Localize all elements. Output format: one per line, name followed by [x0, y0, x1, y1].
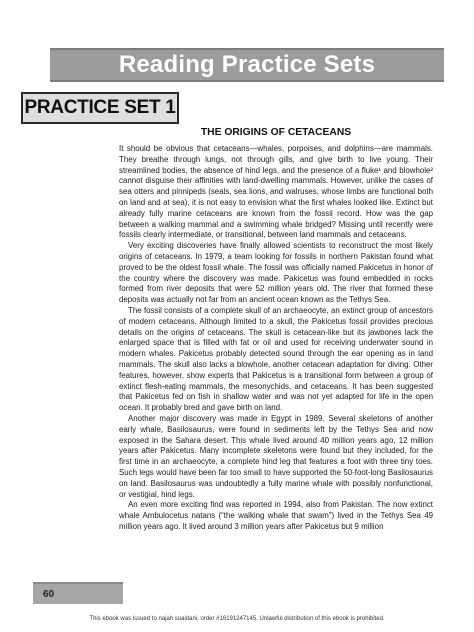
page-number-bar: [33, 582, 123, 604]
article-body: [119, 144, 433, 533]
paragraph-5: An even more exciting find was reported in 1994, also from Pakistan. The now extinct whale Ambulocetus natans (“the walking whale that swam”) lived in the Tethys Sea 49 million years ago. It lived around 3 million years after Pakicetus but 9 million: [119, 500, 433, 531]
article-title: THE ORIGINS OF CETACEANS: [200, 127, 352, 138]
section-banner-title: Reading Practice Sets: [118, 51, 376, 78]
section-banner: [50, 48, 444, 82]
paragraph-1: It should be obvious that cetaceans—whales, porpoises, and dolphins—are mammals. They breathe through lungs, not through gills, and give birth to live young. Their streamlined bodies, the absence of hind legs, and the presence of a fluke¹ and blowhole² cannot disguise their affinities with land-dwelling mammals. However, unlike the cases of sea otters and pinnipeds (seals, sea lions, and walruses, whose limbs are functional both on land and at sea), it is not easy to envision what the first whales looked like. Extinct but already fully marine cetaceans are known from the fossil record. How was the gap between a walking mammal and a swimming whale bridged? Missing until recently were fossils clearly intermediate, or transitional, between land mammals and cetaceans.: [119, 144, 433, 240]
practice-set-heading-text: PRACTICE SET 1: [24, 97, 176, 118]
paragraph-3: The fossil consists of a complete skull of an archaeocyte, an extinct group of ancestors of modern cetaceans. Although limited to a skull, the Pakicetus fossil provides precious details on the origins of cetaceans. The skull is cetacean-like but its jawbones lack the enlarged space that is filled with fat or oil and used for receiving underwater sound in modern whales. Pakicetus probably detected sound through the ear opening as in land mammals. The skull also lacks a blowhole, another cetacean adaptation for diving. Other features, however, show experts that Pakicetus is a transitional form between a group of extinct flesh-eating mammals, the mesonychids, and cetaceans. It has been suggested that Pakicetus fed on fish in shallow water and was not yet adapted for life in the open ocean. It probably bred and gave birth on land.: [119, 305, 433, 413]
paragraph-2: Very exciting discoveries have finally allowed scientists to reconstruct the most likely origins of cetaceans. In 1979, a team looking for fossils in northern Pakistan found what proved to be the oldest fossil whale. The fossil was officially named Pakicetus in honor of the country where the discovery was made. Pakicetus was found embedded in rocks formed from river deposits that were 52 million years old. The river that formed these deposits was actually not far from an ancient ocean known as the Tethys Sea.: [119, 241, 433, 305]
distribution-notice: This ebook was issued to najah suaidani, order #16191247145. Unlawful distribution of this ebook is prohibited.: [89, 616, 385, 622]
practice-set-heading: [21, 92, 179, 124]
page-number: 60: [43, 588, 55, 600]
paragraph-4: Another major discovery was made in Egypt in 1989. Several skeletons of another early whale, Basilosaurus, were found in sediments left by the Tethys Sea and now exposed in the Sahara desert. This whale lived around 40 million years ago, 12 million years after Pakicetus. Many incomplete skeletons were found but they included, for the first time in an archaeocyte, a complete hind leg that features a foot with three tiny toes. Such legs would have been far too small to have supported the 50-foot-long Basilosaurus on land. Basilosaurus was undoubtedly a fully marine whale with possibly nonfunctional, or vestigial, hind legs.: [119, 413, 433, 499]
